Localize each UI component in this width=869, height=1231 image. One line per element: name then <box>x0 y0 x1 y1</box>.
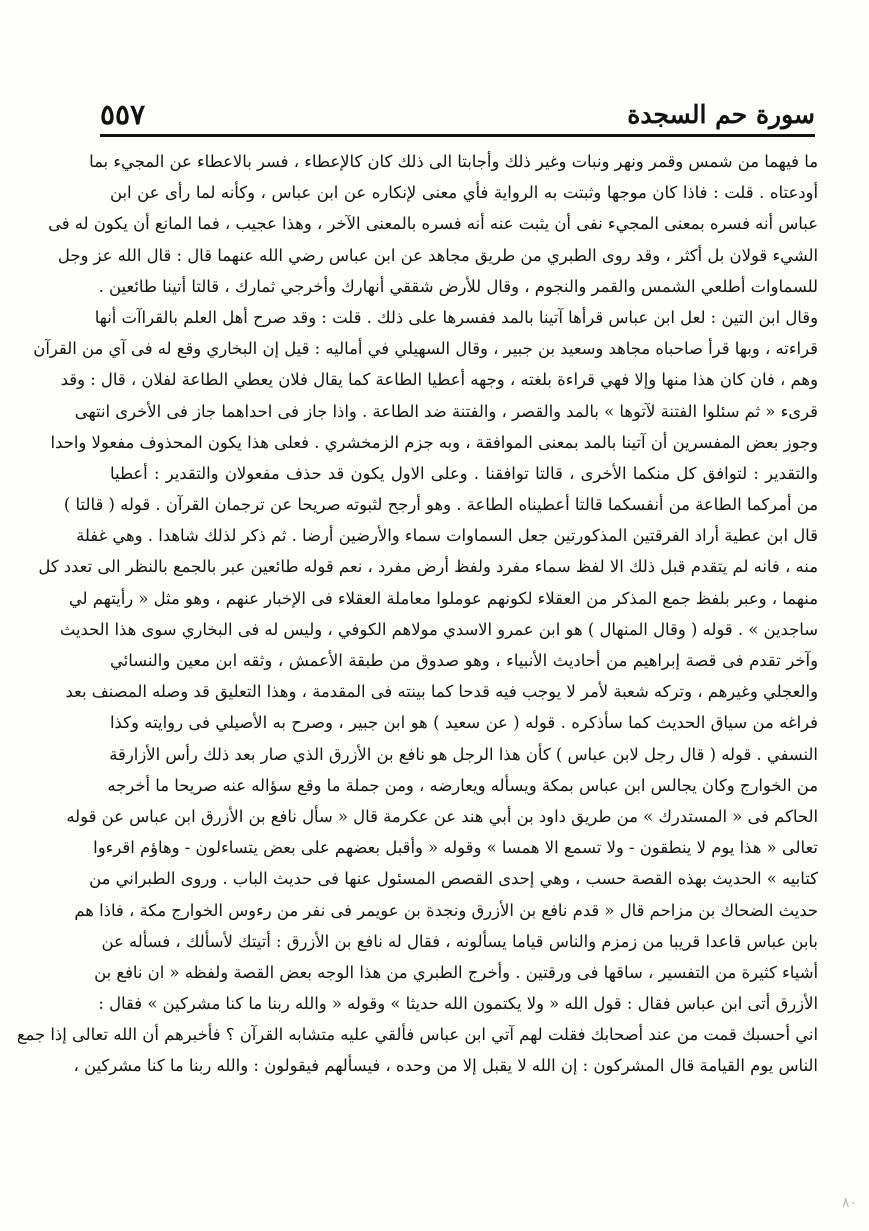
text-line: اني أحسبك قمت من عند أصحابك فقلت لهم آتي ابن عباس فألقي عليه متشابه القرآن ؟ فأخبرهم أن الله تعالى إذا جمع <box>16 1025 818 1045</box>
text-line: النسفي . قوله ( قال رجل لابن عباس ) كأن هذا الرجل هو نافع بن الأزرق الذي صار بعد ذلك رأس الأزارقة <box>109 744 818 764</box>
text-line: الناس يوم القيامة قال المشركون : إن الله لا يقبل إلا من وحده ، فيسألهم فيقولون : والله ربنا ما كنا مشركين ، <box>73 1056 818 1076</box>
text-line: وجوز بعض المفسرين أن آتينا بالمد بمعنى الموافقة ، وبه جزم الزمخشري . فعلى هذا يكون المحذوف مفعولا واحدا <box>50 432 818 452</box>
running-title: سورة حم السجدة <box>627 100 815 129</box>
text-line: والتقدير : لتوافق كل منكما الأخرى ، قالتا توافقنا . وعلى الاول يكون قد حذف مفعولان والتقدير : أعطيا <box>110 463 818 483</box>
text-line: والعجلي وغيرهم ، وتركه شعبة لأمر لا يوجب فيه قدحا كما بينته فى المقدمة ، وهذا التعليق قد وصله المصنف بعد <box>65 682 818 702</box>
text-line: منه ، فانه لم يتقدم قبل ذلك الا لفظ سماء مفرد ولفظ أرض مفرد ، نعم قوله طائعين عبر بالجمع بالنظر الى تعدد كل <box>38 557 818 577</box>
text-line: منهما ، وعبر بلفظ جمع المذكر من العقلاء لكونهم عوملوا معاملة العقلاء فى الإخبار عنهم ، وهو مثل « رأيتهم لي <box>68 588 818 608</box>
text-line: الحاكم فى « المستدرك » من طريق داود بن أبي هند عن عكرمة قال « سأل نافع بن الأزرق ابن عباس عن قوله <box>66 806 818 826</box>
text-line: ساجدين » . قوله ( وقال المنهال ) هو ابن عمرو الاسدي مولاهم الكوفي ، وليس له فى البخاري سوى هذا الحديث <box>59 619 818 639</box>
page-number: ٥٥٧ <box>100 98 146 131</box>
corner-mark: ٨٠ <box>842 1195 858 1211</box>
text-line: قرىء « ثم سئلوا الفتنة لآتوها » بالمد والقصر ، والفتنة ضد الطاعة . واذا جاز فى احداهما جاز فى الأخرى انتهى <box>74 401 818 421</box>
text-line: حديث الضحاك بن مزاحم قال « قدم نافع بن الأزرق ونجدة بن عويمر فى نفر من رءوس الخوارج مكة ، فاذا هم <box>74 900 818 920</box>
text-line: أشياء كثيرة من التفسير ، ساقها فى ورقتين . وأخرج الطبري من هذا الوجه بعض القصة ولفظه « ان نافع بن <box>94 962 818 982</box>
text-line: وقال ابن التين : لعل ابن عباس قرأها آتينا بالمد ففسرها على ذلك . قلت : وقد صرح أهل العلم بالقراآت أنها <box>94 307 818 327</box>
page-header <box>100 98 815 132</box>
text-line: وآخر تقدم فى قصة إبراهيم من أحاديث الأنبياء ، وهو صدوق من طبقة الأعمش ، وثقه ابن معين والنسائي <box>110 651 818 670</box>
text-line: فراغه من سياق الحديث كما سأذكره . قوله ( عن سعيد ) هو ابن جبير ، وصرح به الأصيلي فى روايته وكذا <box>110 713 818 733</box>
text-line: قراءته ، وبها قرأ صاحباه مجاهد وسعيد بن جبير ، وقال السهيلي في أماليه : قيل إن البخاري وقع له فى آي من القرآن <box>33 339 818 359</box>
text-line: عباس أنه فسره بمعنى المجيء نفى أن يثبت عنه أنه فسره بالمعنى الآخر ، وهذا عجيب ، فما المانع أن يكون له فى <box>48 214 818 234</box>
text-line: قال ابن عطية أراد الفرقتين المذكورتين جعل السماوات سماء والأرضين أرضا . ثم ذكر لذلك شاهدا . وهي غفلة <box>76 526 818 546</box>
text-line: من أمركما الطاعة من أنفسكما قالتا أعطيناه الطاعة . وهو أرجح لثبوته صريحا عن ترجمان القرآن . قوله ( قالتا ) <box>63 495 818 515</box>
text-line: الأزرق أتى ابن عباس فقال : قول الله « ولا يكتمون الله حديثا » وقوله « والله ربنا ما كنا مشركين » فقال : <box>98 994 818 1014</box>
text-line: للسماوات أطلعي الشمس والقمر والنجوم ، وقال للأرض شققي أنهارك وأخرجي ثمارك ، قالتا أتينا طائعين . <box>98 276 818 296</box>
text-line: كتابيه » الحديث بهذه القصة حسب ، وهي إحدى القصص المسئول عنها فى حديث الباب . وروى الطبراني من <box>89 869 818 889</box>
header-rule <box>100 134 815 137</box>
body-text <box>16 146 818 1082</box>
text-line: من الخوارج وكان يجالس ابن عباس بمكة ويسأله ويعارضه ، ومن جملة ما وقع سؤاله عنه صريحا ما أخرجه <box>107 775 818 795</box>
text-line: وهم ، فان كان هذا منها وإلا فهي قراءة بلغته ، وجهه أعطيا الطاعة كما يقال فلان يعطي الطاعة لفلان ، قال : وقد <box>60 370 818 390</box>
text-line: ما فيهما من شمس وقمر ونهر ونبات وغير ذلك وأجابتا الى ذلك كان كالإعطاء ، فسر بالاعطاء عن المجيء بما <box>89 152 818 171</box>
text-line: الشيء قولان بل أكثر ، وقد روى الطبري من طريق مجاهد عن ابن عباس رضي الله عنهما قال : قال الله عز وجل <box>57 245 818 265</box>
text-line: بابن عباس قاعدا قريبا من زمزم والناس قياما يسألونه ، فقال له نافع بن الأزرق : أتيتك لأسألك ، فسأله عن <box>101 931 818 951</box>
text-line: تعالى « هذا يوم لا ينطقون - ولا تسمع الا همسا » وقوله « وأقبل بعضهم على بعض يتساءلون - وهاؤم اقرءوا <box>93 838 818 858</box>
text-line: أودعتاه . قلت : فاذا كان موجها وثبتت به الرواية فأي معنى لإنكاره عن ابن عباس ، وكأنه لما رأى عن ابن <box>110 183 818 203</box>
